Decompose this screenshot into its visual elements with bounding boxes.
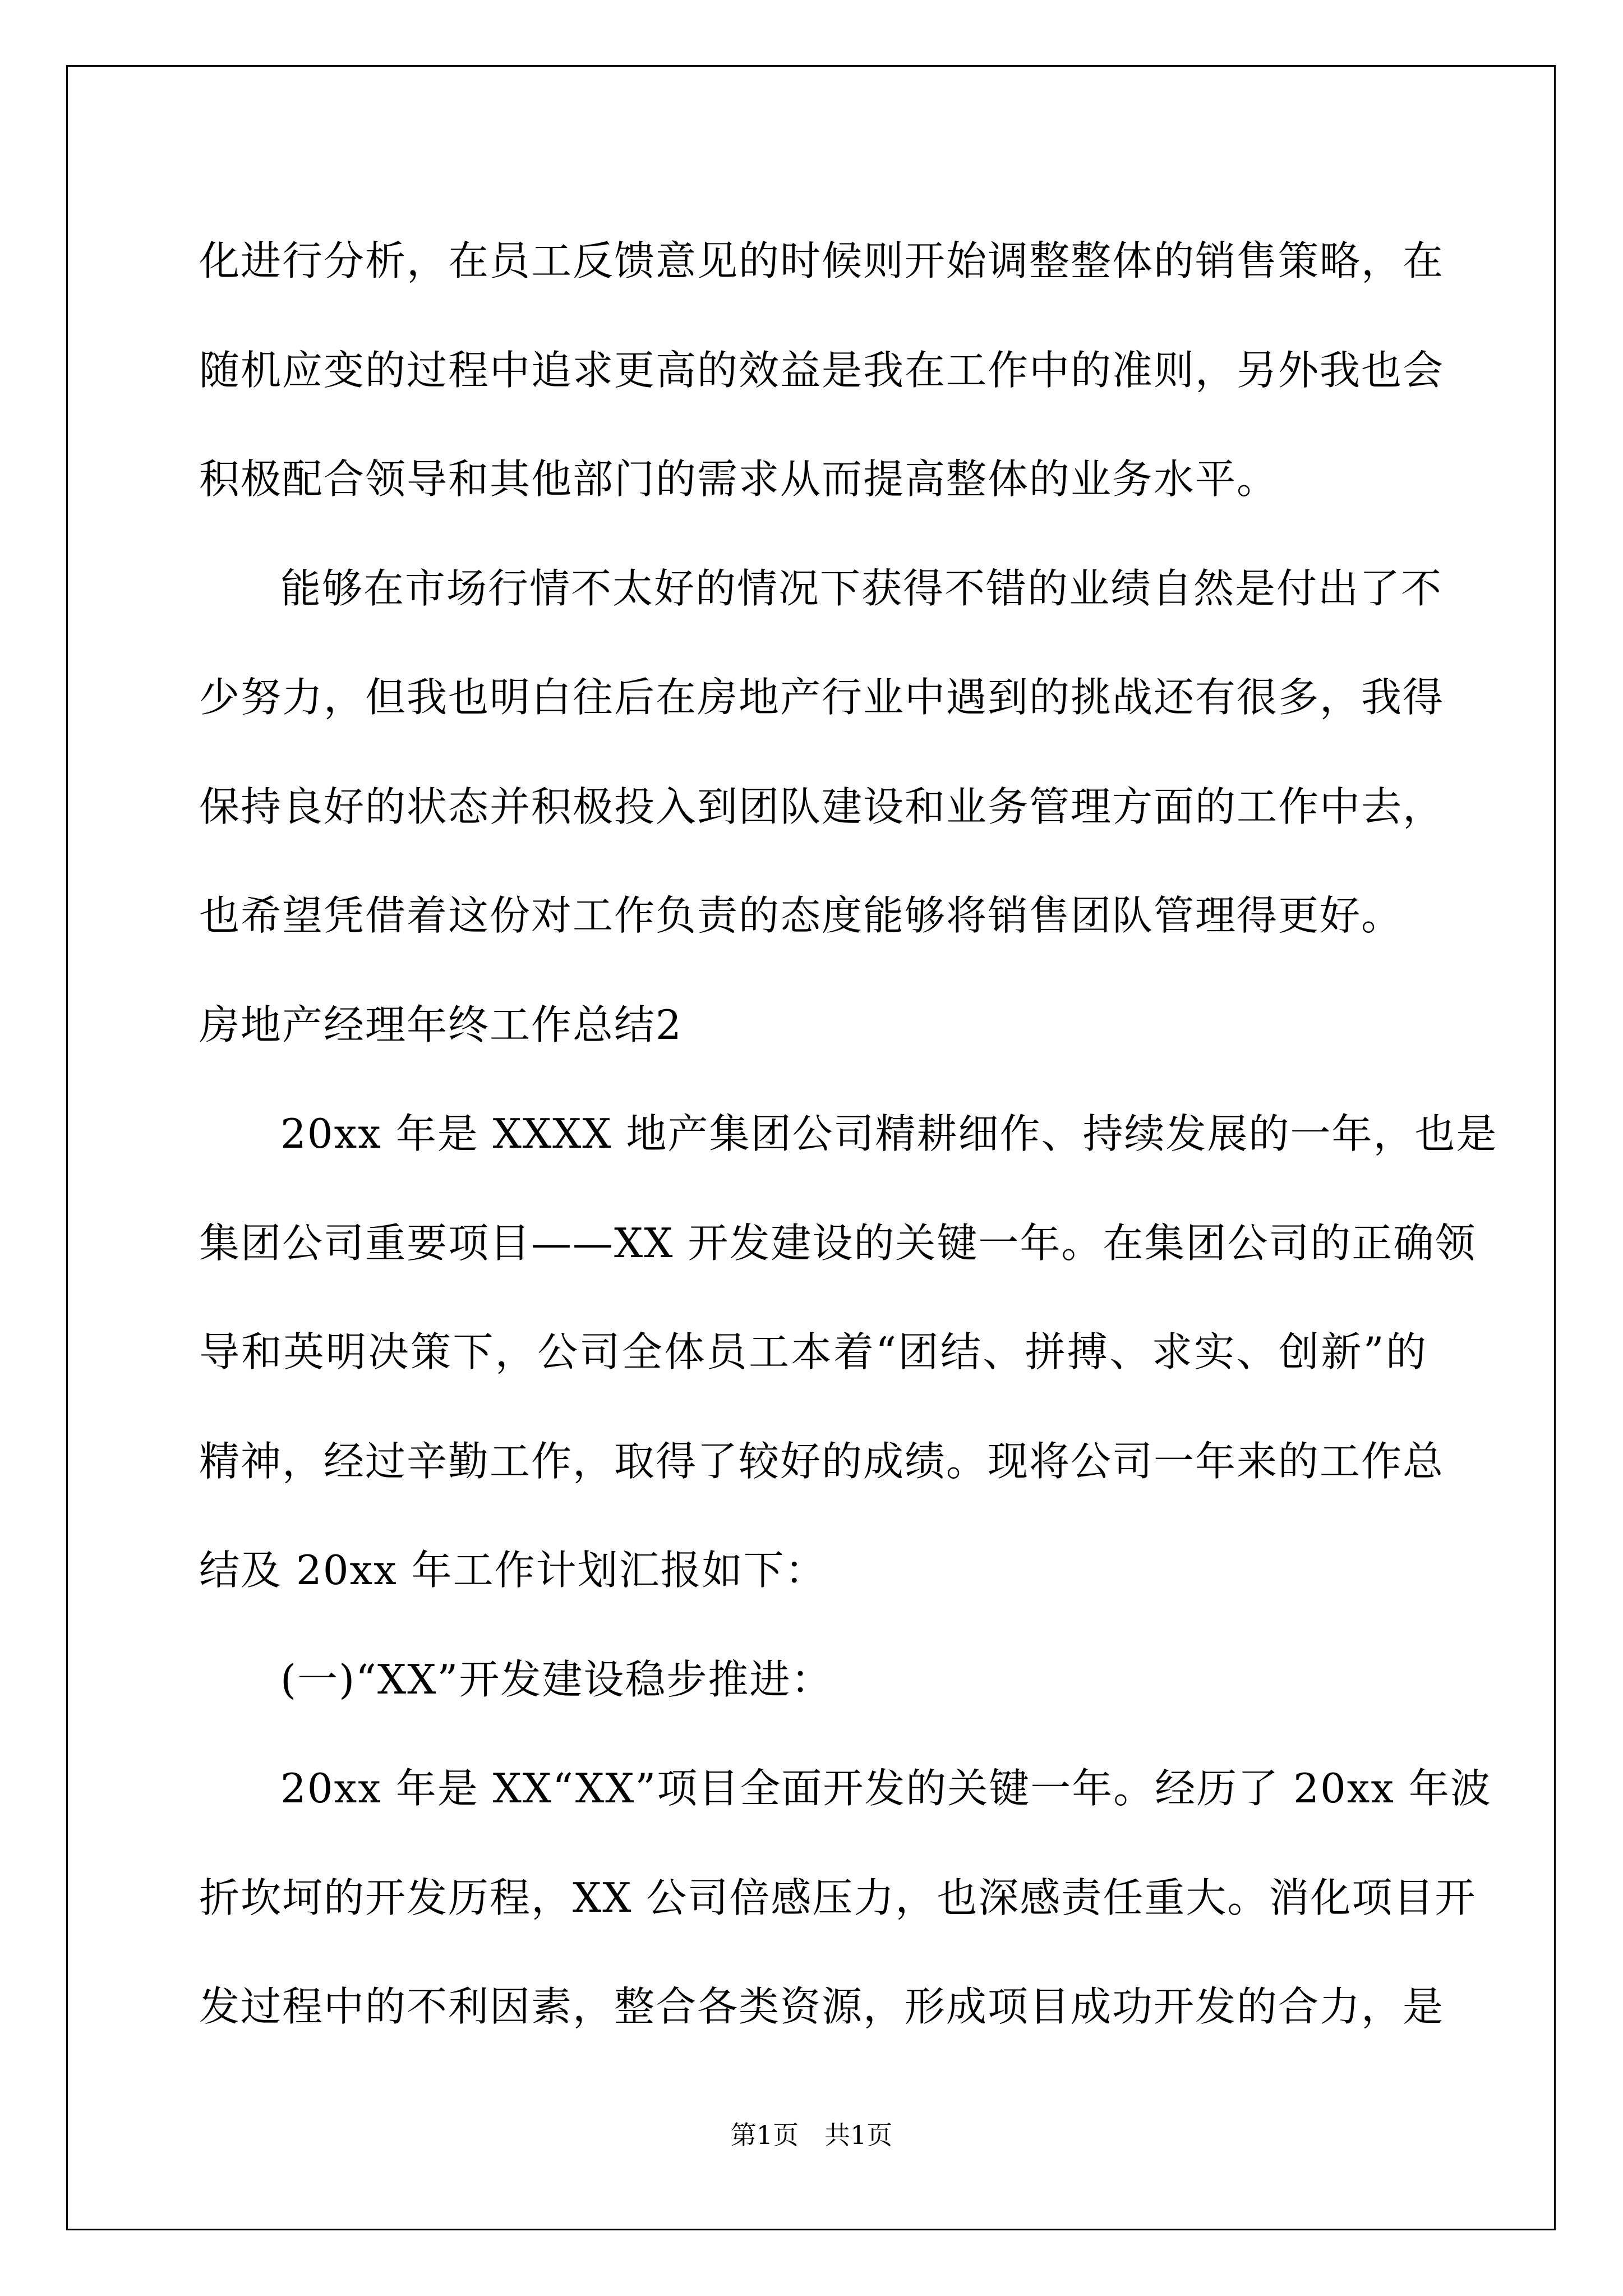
section-heading: 房地产经理年终工作总结2 <box>199 1001 683 1048</box>
paragraph-line: 发过程中的不利因素，整合各类资源，形成项目成功开发的合力，是 <box>199 1983 1445 2030</box>
paragraph-line: 积极配合领导和其他部门的需求从而提高整体的业务水平。 <box>199 455 1279 503</box>
document-body <box>199 206 1498 2062</box>
paragraph-line: 20xx 年是 XX“XX”项目全面开发的关键一年。经历了 20xx 年波 <box>280 1765 1492 1812</box>
paragraph-line: 导和英明决策下，公司全体员工本着“团结、拼搏、求实、创新”的 <box>199 1328 1427 1375</box>
paragraph-line: 少努力，但我也明白往后在房地产行业中遇到的挑战还有很多，我得 <box>199 674 1445 721</box>
paragraph-line: 化进行分析，在员工反馈意见的时候则开始调整整体的销售策略，在 <box>199 237 1445 284</box>
paragraph-line: 能够在市场行情不太好的情况下获得不错的业绩自然是付出了不 <box>280 564 1443 612</box>
paragraph-line: 20xx 年是 XXXX 地产集团公司精耕细作、持续发展的一年，也是 <box>280 1110 1498 1157</box>
paragraph-line: 结及 20xx 年工作计划汇报如下： <box>199 1547 827 1594</box>
subsection-heading: (一)“XX”开发建设稳步推进： <box>280 1655 833 1703</box>
paragraph-line: 精神，经过辛勤工作，取得了较好的成绩。现将公司一年来的工作总 <box>199 1437 1445 1485</box>
paragraph-line: 随机应变的过程中追求更高的效益是我在工作中的准则，另外我也会 <box>199 346 1445 394</box>
paragraph-line: 也希望凭借着这份对工作负责的态度能够将销售团队管理得更好。 <box>199 892 1403 939</box>
paragraph-line: 保持良好的状态并积极投入到团队建设和业务管理方面的工作中去， <box>199 783 1445 830</box>
paragraph-line: 折坎坷的开发历程，XX 公司倍感压力，也深感责任重大。消化项目开 <box>199 1874 1477 1921</box>
page-footer: 第1页 共1页 <box>730 2120 893 2150</box>
paragraph-line: 集团公司重要项目——XX 开发建设的关键一年。在集团公司的正确领 <box>199 1219 1477 1267</box>
